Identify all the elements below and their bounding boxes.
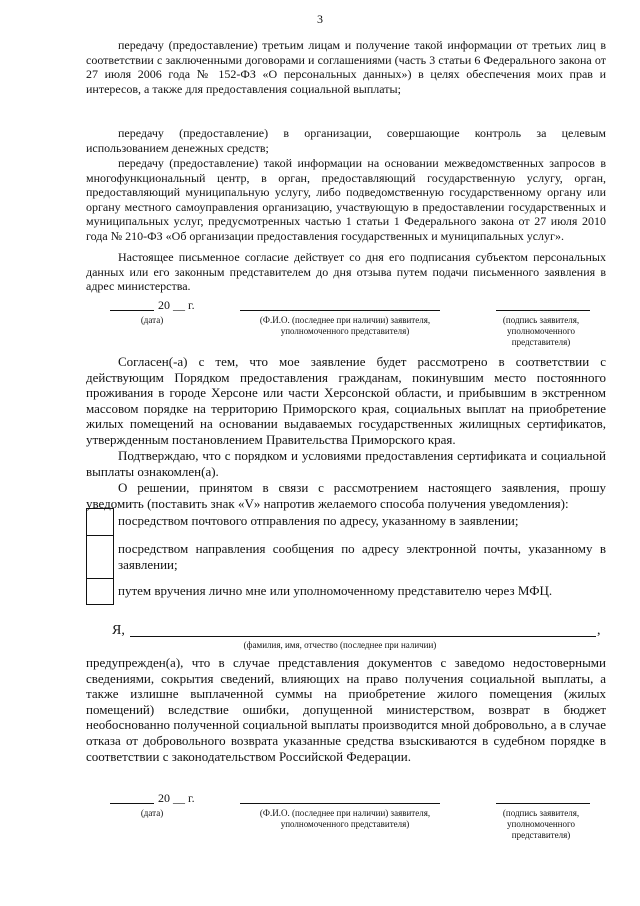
notification-paragraph: О решении, принятом в связи с рассмотрением настоящего заявления, прошу уведомить (поставить знак «V» напротив желаемого способа получения уведомления): <box>86 480 606 511</box>
page-number: 3 <box>317 12 323 26</box>
agreement-paragraph: Согласен(-а) с тем, что мое заявление будет рассмотрено в соответствии с действующим Порядком предоставления гражданам, покинувшим место постоянного проживания в городе Херсоне или части Херсонской области, и прибывшим в экстренном массовом порядке на территорию Приморского края, социальных выплат на приобретение жилых помещений на основании выдаваемых государственных жилищных сертификатов, утвержденным постановлением Правительства Приморского края. <box>86 354 606 447</box>
full-name-blank[interactable] <box>130 636 596 637</box>
consent-paragraph-3: передачу (предоставление) такой информации на основании межведомственных запросов в многофункциональный центр, в орган, предоставляющий государственную услугу, орган, предоставляющий муниципальную услугу, либо подведомственную государственному органу или органу местного самоуправления организацию, участвующую в предоставлении государственных и муниципальных услуг, предусмотренных частью 1 статьи 1 Федерального закона от 27 июля 2010 года № 210-ФЗ «Об организации предоставления государственных и муниципальных услуг». <box>86 156 606 243</box>
signature-blank-2[interactable] <box>496 803 590 804</box>
sign-label-1-2: (подпись заявителя, <box>502 808 580 818</box>
fio-blank[interactable] <box>240 310 440 311</box>
fio-label-1: (Ф.И.О. (последнее при наличии) заявителя, <box>259 315 431 325</box>
full-name-label: (фамилия, имя, отчество (последнее при наличии) <box>243 640 437 650</box>
date-blank-2[interactable] <box>110 803 154 804</box>
option-mfc-checkbox[interactable] <box>86 578 114 605</box>
signature-blank[interactable] <box>496 310 590 311</box>
sign-label-1: (подпись заявителя, <box>502 315 580 325</box>
option-email-label: посредством направления сообщения по адресу электронной почты, указанному в заявлении; <box>118 541 606 572</box>
consent-paragraph-2: передачу (предоставление) в организации, совершающие контроль за целевым использованием денежных средств; <box>86 126 606 155</box>
option-mail-label: посредством почтового отправления по адресу, указанному в заявлении; <box>118 513 519 528</box>
date-year-2: 20 __ г. <box>158 791 195 805</box>
fio-label-1-2: (Ф.И.О. (последнее при наличии) заявителя, <box>259 808 431 818</box>
date-blank[interactable] <box>110 310 154 311</box>
option-mfc-label: путем вручения лично мне или уполномоченному представителю через МФЦ. <box>118 583 553 598</box>
ya-suffix: , <box>597 623 601 638</box>
fio-label-2-2: уполномоченного представителя) <box>280 819 410 829</box>
confirmation-paragraph: Подтверждаю, что с порядком и условиями предоставления сертификата и социальной выплаты ознакомлен(а). <box>86 448 606 479</box>
sign-label-2: уполномоченного <box>507 326 575 336</box>
option-mail-checkbox[interactable] <box>86 508 114 536</box>
sign-label-3-2: представителя) <box>511 830 571 840</box>
option-email-checkbox[interactable] <box>86 534 114 579</box>
sign-label-3: представителя) <box>511 337 571 347</box>
date-label: (дата) <box>140 315 164 325</box>
ya-prefix: Я, <box>112 623 125 638</box>
fio-blank-2[interactable] <box>240 803 440 804</box>
consent-paragraph-1: передачу (предоставление) третьим лицам и получение такой информации от третьих лиц в соответствии с заключенными договорами и соглашениями (часть 3 статьи 6 Федерального закона от 27 июля 2006 года № 152-ФЗ «О персональных данных») в целях обеспечения моих прав и интересов, а также для предоставления социальной выплаты; <box>86 38 606 96</box>
sign-label-2-2: уполномоченного <box>507 819 575 829</box>
warning-paragraph: предупрежден(а), что в случае представления документов с заведомо недостоверными сведениями, сокрытия сведений, влияющих на право получения социальной выплаты, а также излишне выплаченной суммы на приобретение жилого помещения (жилых помещений) вследствие ошибки, допущенной министерством, возврат в бюджет необоснованно полученной социальной выплаты производится мной добровольно, а в случае отказа от добровольного возврата указанные средства взыскиваются в судебном порядке в соответствии с законодательством Российской Федерации. <box>86 655 606 764</box>
validity-paragraph: Настоящее письменное согласие действует со дня его подписания субъектом персональных данных или его законным представителем до дня отзыва путем подачи письменного заявления в адрес министерства. <box>86 250 606 294</box>
fio-label-2: уполномоченного представителя) <box>280 326 410 336</box>
date-year: 20 __ г. <box>158 298 195 312</box>
date-label-2: (дата) <box>140 808 164 818</box>
